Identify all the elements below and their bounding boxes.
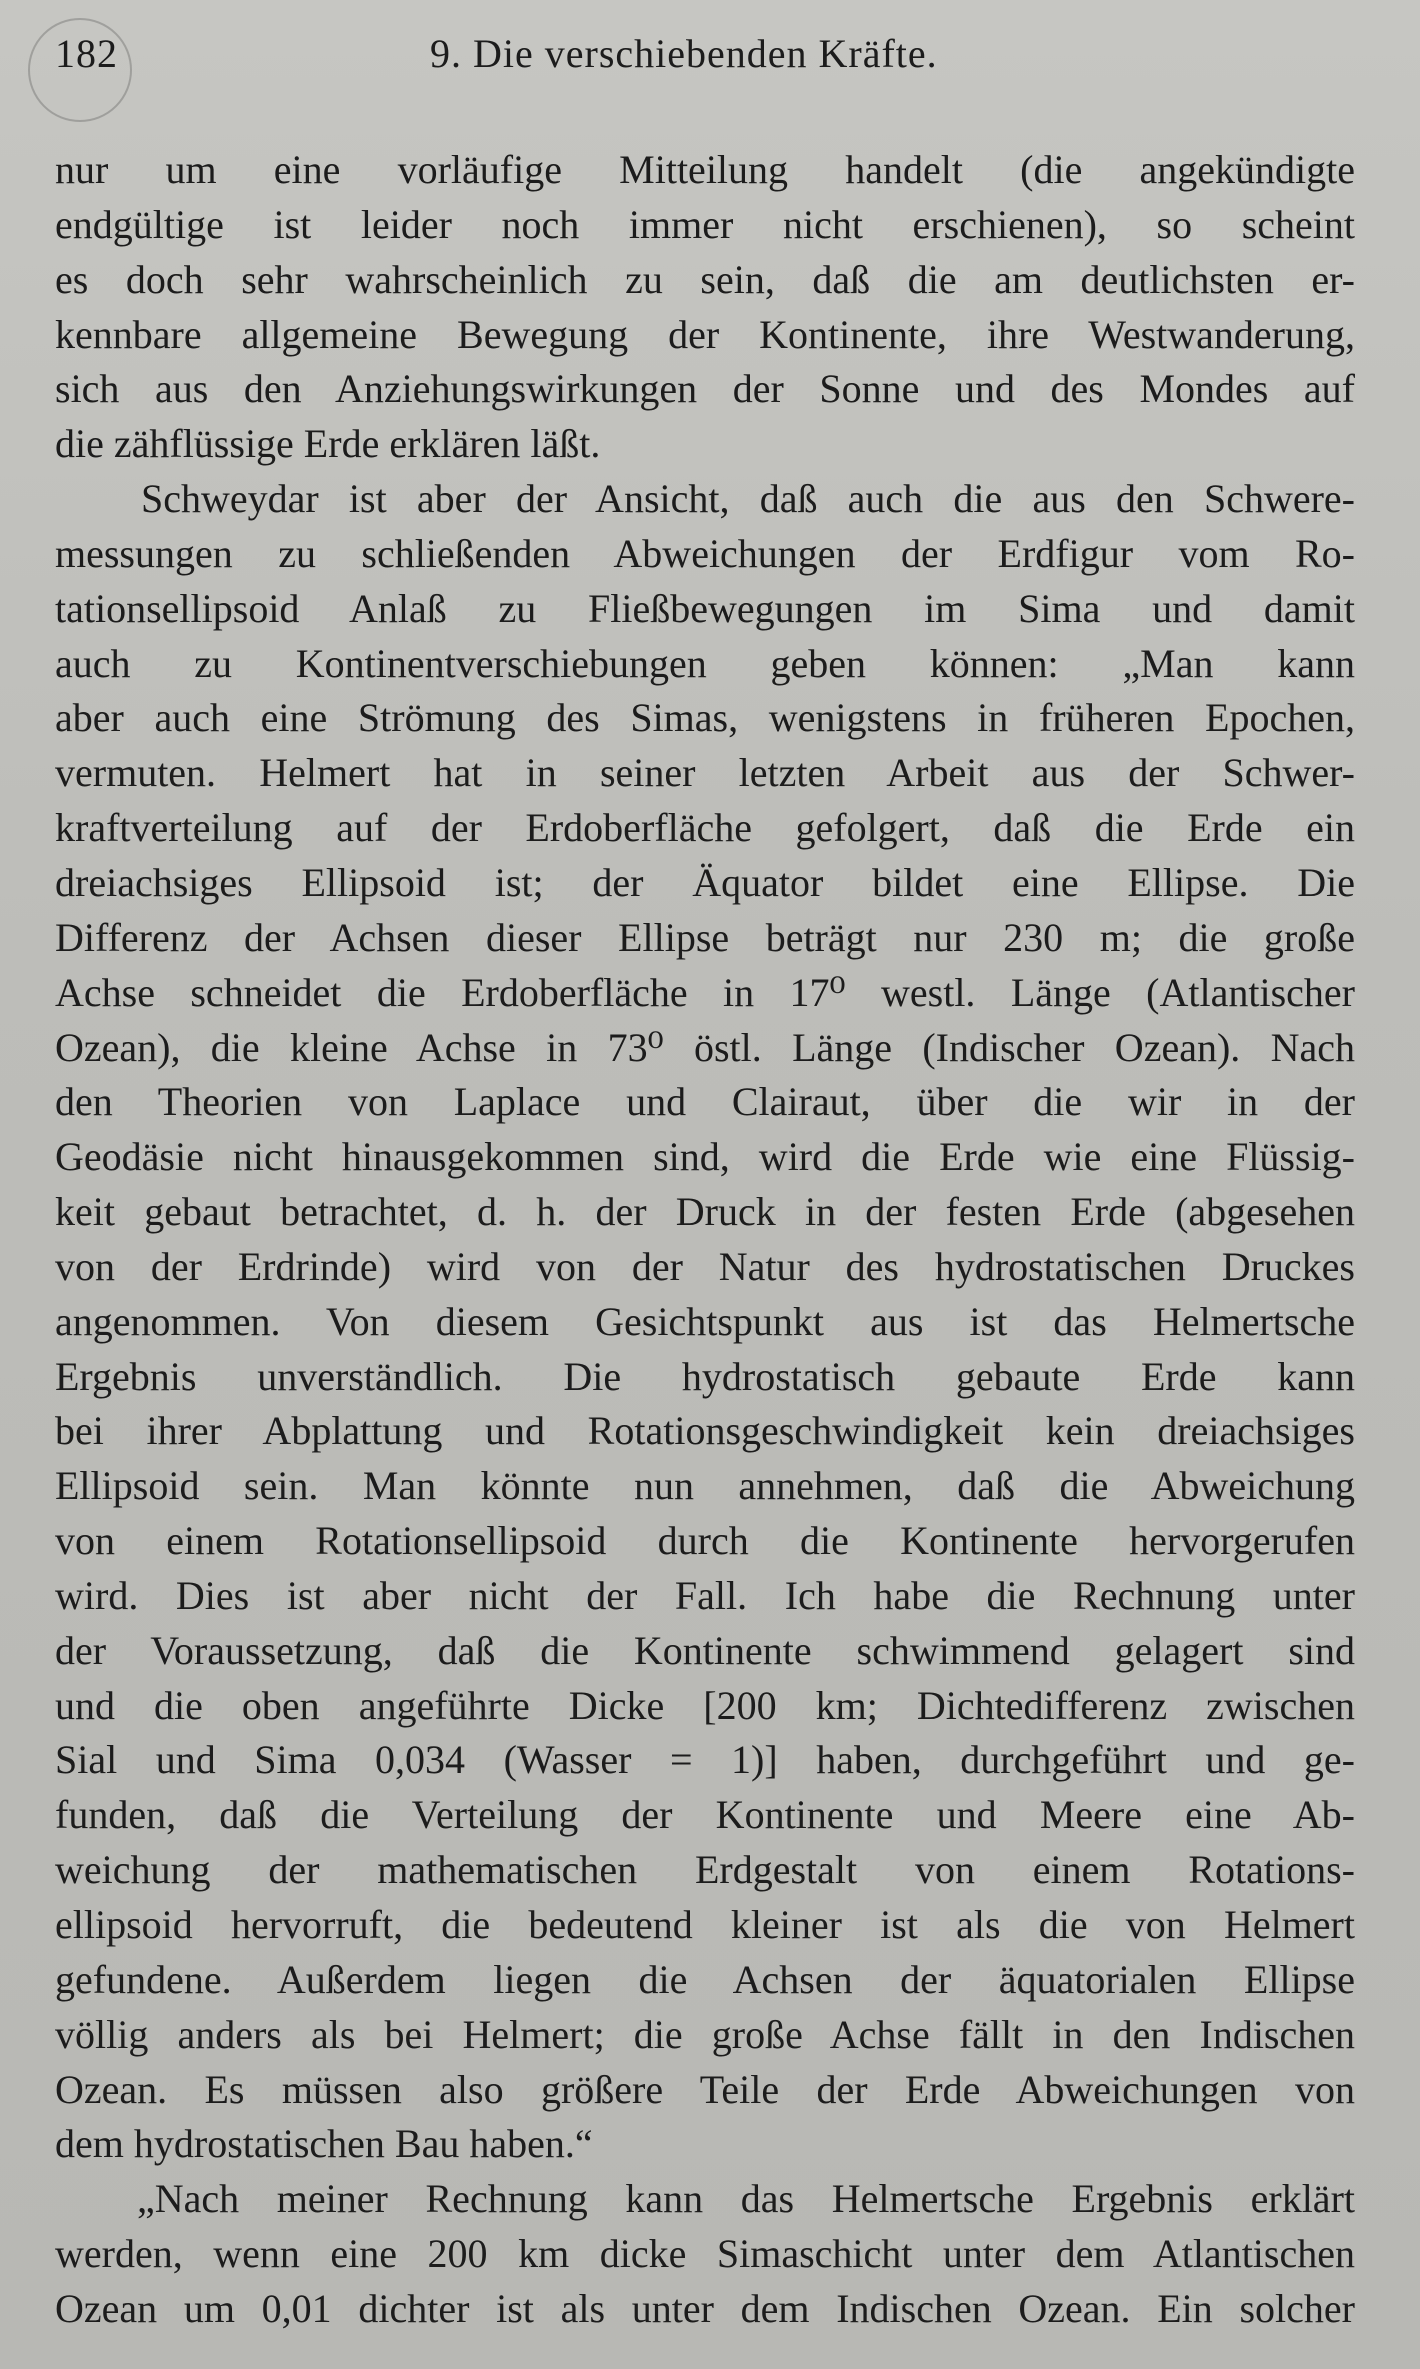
text-line: dem hydrostatischen Bau haben.“ — [55, 2121, 593, 2167]
running-head: 9. Die verschiebenden Kräfte. — [430, 31, 938, 76]
text-line: und die oben angeführte Dicke [200 km; Dichtedifferenz zwischen — [55, 1682, 1355, 1728]
page-header — [55, 30, 1355, 90]
text-line: völlig anders als bei Helmert; die große Achse fällt in den Indischen — [55, 2011, 1355, 2057]
text-line: tationsellipsoid Anlaß zu Fließbewegungen im Sima und damit — [55, 585, 1355, 631]
text-line: dreiachsiges Ellipsoid ist; der Äquator bildet eine Ellipse. Die — [55, 859, 1355, 905]
text-line: Ozean um 0,01 dichter ist als unter dem Indischen Ozean. Ein solcher — [55, 2285, 1355, 2331]
text-line: der Voraussetzung, daß die Kontinente schwimmend gelagert sind — [55, 1627, 1355, 1673]
text-line: von einem Rotationsellipsoid durch die Kontinente hervorgerufen — [55, 1518, 1355, 1564]
text-line: kraftverteilung auf der Erdoberfläche gefolgert, daß die Erde ein — [55, 805, 1355, 851]
text-line: Geodäsie nicht hinausgekommen sind, wird die Erde wie eine Flüssig- — [55, 1134, 1355, 1180]
text-line: Sial und Sima 0,034 (Wasser = 1)] haben, durchgeführt und ge- — [55, 1737, 1355, 1783]
text-line: vermuten. Helmert hat in seiner letzten Arbeit aus der Schwer- — [55, 750, 1355, 796]
text-line: „Nach meiner Rechnung kann das Helmertsche Ergebnis erklärt — [137, 2176, 1355, 2222]
text-line: ellipsoid hervorruft, die bedeutend kleiner ist als die von Helmert — [55, 1902, 1355, 1947]
text-line: funden, daß die Verteilung der Kontinente und Meere eine Ab- — [55, 1792, 1355, 1838]
text-line: angenommen. Von diesem Gesichtspunkt aus ist das Helmertsche — [55, 1298, 1355, 1344]
text-line: nur um eine vorläufige Mitteilung handelt (die angekündigte — [55, 147, 1355, 192]
text-line: es doch sehr wahrscheinlich zu sein, daß die am deutlichsten er- — [55, 256, 1355, 302]
text-line: kennbare allgemeine Bewegung der Kontinente, ihre Westwanderung, — [55, 311, 1355, 357]
text-line: gefundene. Außerdem liegen die Achsen der äquatorialen Ellipse — [55, 1956, 1355, 2002]
text-line: werden, wenn eine 200 km dicke Simaschicht unter dem Atlantischen — [55, 2231, 1355, 2277]
page-number: 182 — [55, 31, 118, 76]
text-line: den Theorien von Laplace und Clairaut, über die wir in der — [55, 1079, 1355, 1125]
text-line: Ellipsoid sein. Man könnte nun annehmen, daß die Abweichung — [55, 1463, 1355, 1509]
text-line: keit gebaut betrachtet, d. h. der Druck in der festen Erde (abgesehen — [55, 1189, 1355, 1235]
text-line: auch zu Kontinentverschiebungen geben können: „Man kann — [55, 640, 1355, 686]
text-line: endgültige ist leider noch immer nicht erschienen), so scheint — [55, 201, 1355, 247]
text-line: Differenz der Achsen dieser Ellipse beträgt nur 230 m; die große — [55, 914, 1355, 960]
text-line: die zähflüssige Erde erklären läßt. — [55, 421, 601, 467]
text-line: aber auch eine Strömung des Simas, wenigstens in früheren Epochen, — [55, 695, 1355, 741]
text-line: messungen zu schließenden Abweichungen der Erdfigur vom Ro- — [55, 530, 1355, 576]
text-line: bei ihrer Abplattung und Rotationsgeschwindigkeit kein dreiachsiges — [55, 1408, 1355, 1454]
text-line: wird. Dies ist aber nicht der Fall. Ich habe die Rechnung unter — [55, 1572, 1355, 1618]
text-line: Achse schneidet die Erdoberfläche in 17⁰ westl. Länge (Atlantischer — [55, 969, 1355, 1015]
text-line: von der Erdrinde) wird von der Natur des hydrostatischen Druckes — [55, 1243, 1355, 1289]
text-line: Ozean. Es müssen also größere Teile der Erde Abweichungen von — [55, 2066, 1355, 2112]
text-line: weichung der mathematischen Erdgestalt von einem Rotations- — [55, 1847, 1355, 1893]
text-line: Schweydar ist aber der Ansicht, daß auch die aus den Schwere- — [141, 476, 1355, 522]
text-line: sich aus den Anziehungswirkungen der Sonne und des Mondes auf — [55, 366, 1355, 412]
text-line: Ozean), die kleine Achse in 73⁰ östl. Länge (Indischer Ozean). Nach — [55, 1024, 1355, 1070]
body-text — [55, 143, 1355, 2337]
text-line: Ergebnis unverständlich. Die hydrostatisch gebaute Erde kann — [55, 1353, 1355, 1399]
